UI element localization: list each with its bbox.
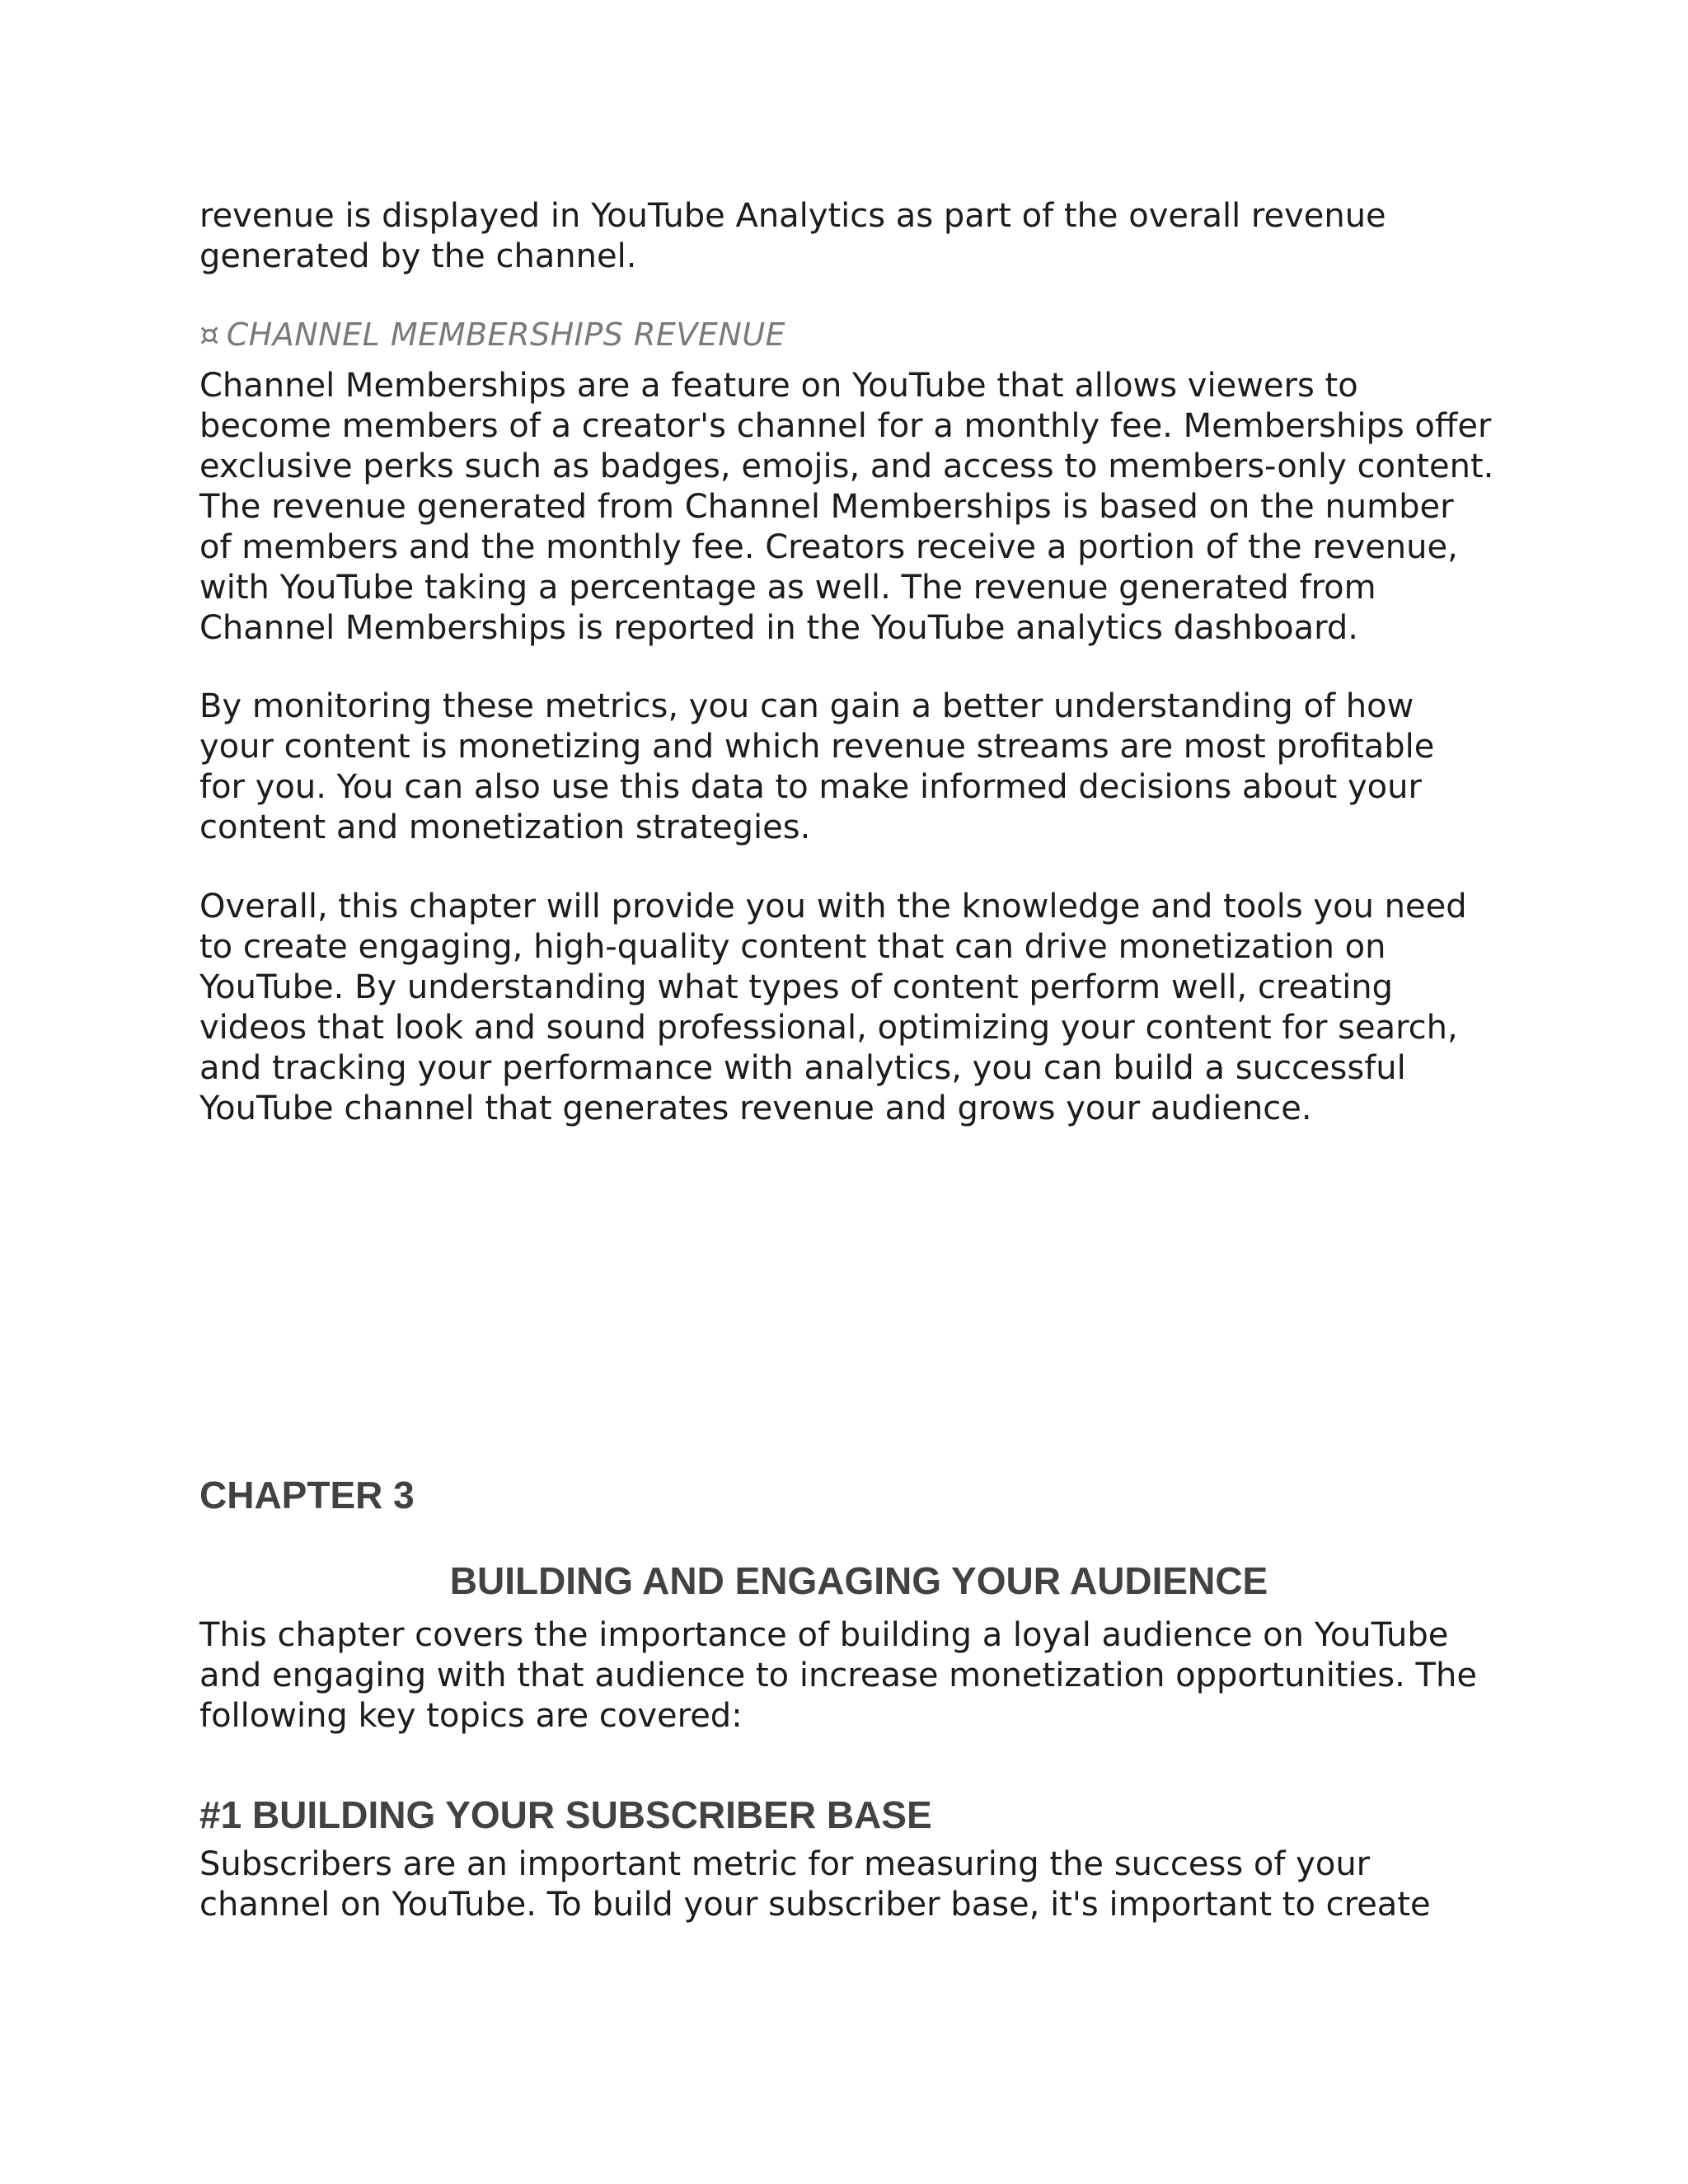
chapter-intro-block: [199, 1615, 1518, 1736]
monitoring-paragraph: By monitoring these metrics, you can gain a better understanding of how your content is monetizing and which revenue streams are most profitable for you. You can also use this data to make informed decisions about your content and monetization strategies.: [199, 687, 1435, 846]
memberships-heading-text: CHANNEL MEMBERSHIPS REVENUE: [226, 316, 786, 353]
monitoring-paragraph-block: [199, 687, 1518, 848]
section1-paragraph: Subscribers are an important metric for measuring the success of your channel on YouTube. To build your subscriber base, it's important to create: [199, 1845, 1431, 1924]
chapter-label-block: [199, 1472, 1518, 1518]
memberships-heading: [199, 315, 1518, 355]
memberships-heading-block: [199, 315, 1518, 355]
chapter-title-block: [199, 1558, 1518, 1604]
chapter-label: CHAPTER 3: [199, 1474, 415, 1516]
memberships-paragraph: Channel Memberships are a feature on YouTube that allows viewers to become members of a creator's channel for a monthly fee. Memberships offer exclusive perks such as badges, emojis, and access to members-only content. The revenue generated from Channel Memberships is based on the number of members and the monthly fee. Creators receive a portion of the revenue, with YouTube taking a percentage as well. The revenue generated from Channel Memberships is reported in the YouTube analytics dashboard.: [199, 367, 1494, 647]
top-paragraph: revenue is displayed in YouTube Analytics as part of the overall revenue generated by the channel.: [199, 197, 1386, 275]
memberships-paragraph-block: [199, 366, 1518, 649]
section1-heading-block: [199, 1792, 1518, 1838]
top-paragraph-block: [199, 196, 1518, 277]
section1-heading: #1 BUILDING YOUR SUBSCRIBER BASE: [199, 1793, 932, 1836]
section1-paragraph-block: [199, 1844, 1518, 1925]
currency-bullet-icon: ¤: [199, 316, 220, 353]
chapter-title: BUILDING AND ENGAGING YOUR AUDIENCE: [449, 1559, 1268, 1602]
chapter-intro: This chapter covers the importance of building a loyal audience on YouTube and engaging with that audience to increase monetization opportunities. The following key topics are covered:: [199, 1616, 1477, 1735]
overall-paragraph: Overall, this chapter will provide you with the knowledge and tools you need to create engaging, high-quality content that can drive monetization on YouTube. By understanding what types of content perform well, creating videos that look and sound professional, optimizing your content for search, and tracking your performance with analytics, you can build a successful YouTube channel that generates revenue and grows your audience.: [199, 888, 1467, 1127]
overall-paragraph-block: [199, 887, 1518, 1129]
